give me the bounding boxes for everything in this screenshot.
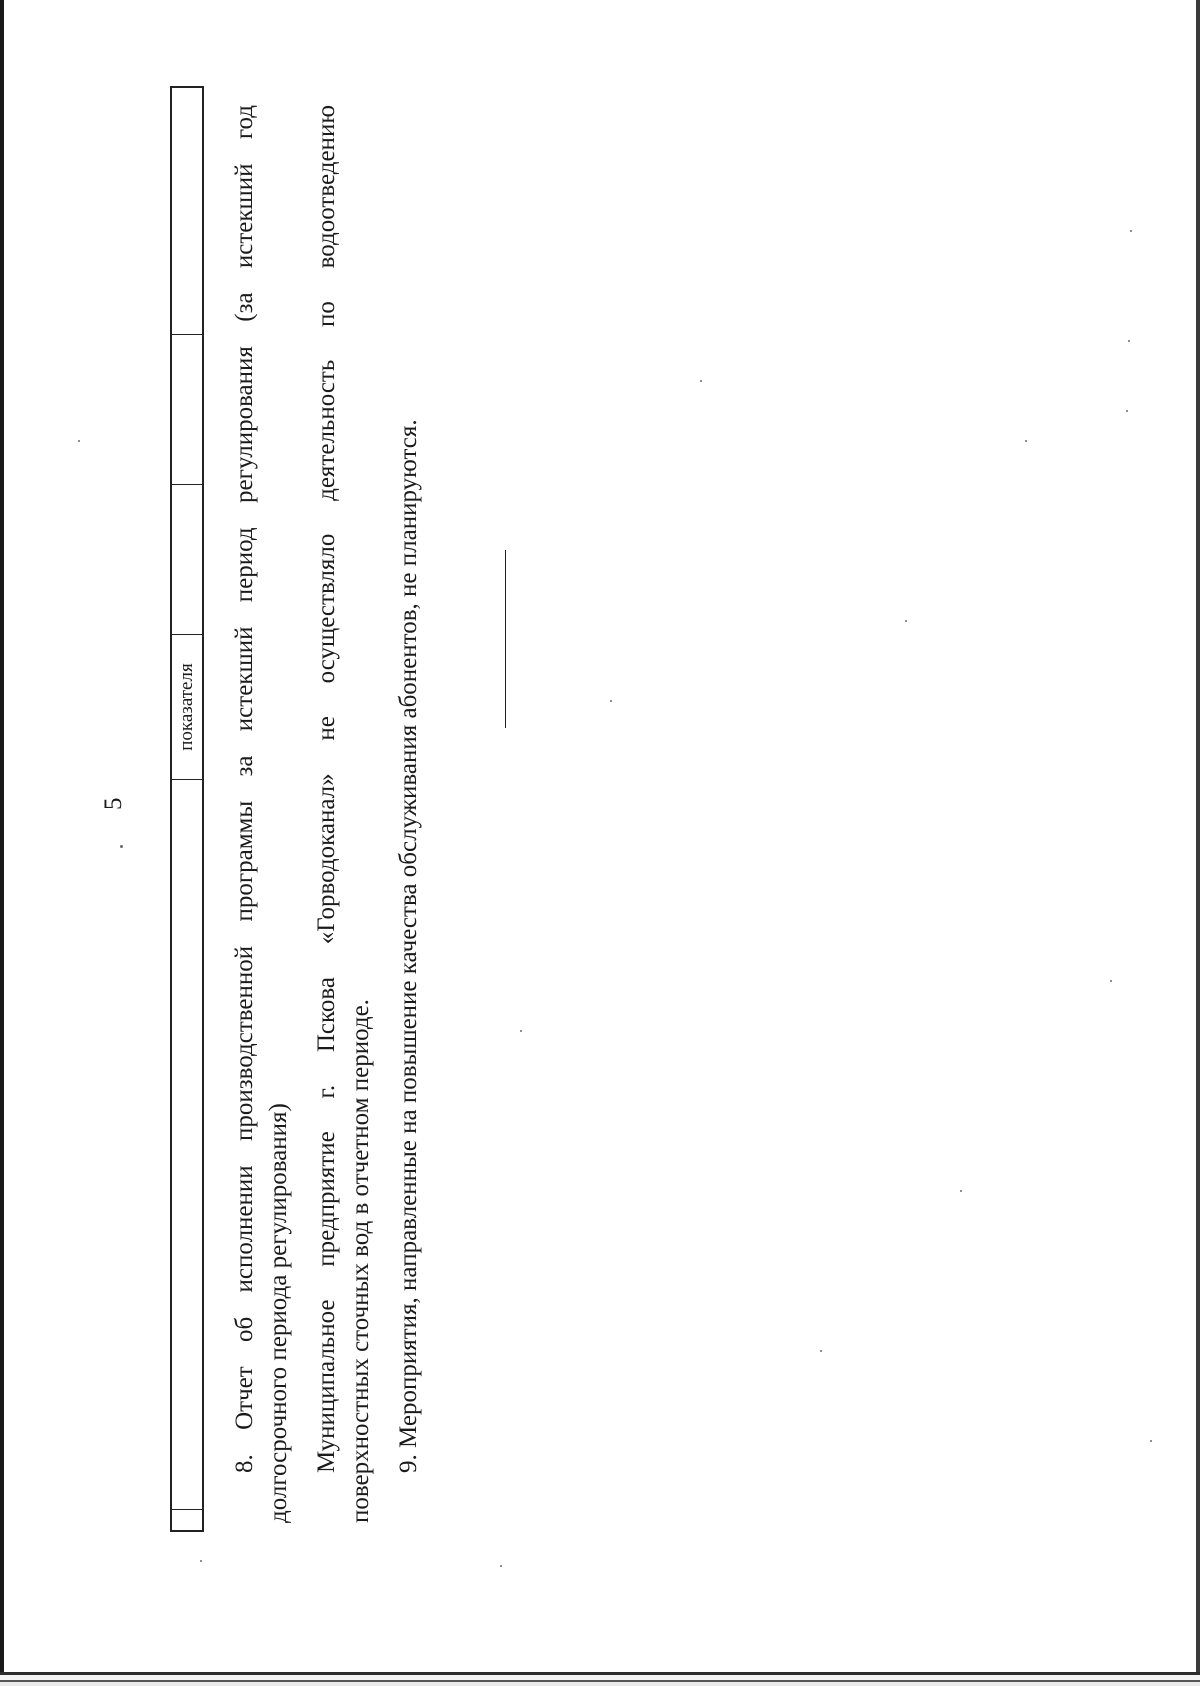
scan-speck [1110,980,1112,982]
scan-speck [905,620,907,622]
end-rule [505,550,506,728]
scan-edge-right [1196,0,1200,1686]
table-cell-text: показателя [176,663,197,751]
section8-body-line1: Муниципальное предприятие г. Пскова «Горводоканал» не осуществляло деятельность по водоотведению [313,105,340,1473]
table-cell [172,635,202,780]
scan-edge-bottom [0,1672,1200,1686]
table-cell [172,485,202,635]
section8-heading-line2: долгосрочного периода регулирования) [265,1103,292,1523]
section9-text: 9. Мероприятия, направленные на повышение качества обслуживания абонентов, не планируются. [395,419,422,1473]
section8-heading-line1: 8. Отчет об исполнении производственной программы за истекший период регулирования (за истекший год [231,105,258,1473]
scan-speck [1025,440,1027,442]
rotated-page-content [0,70,900,1570]
scan-speck [960,1190,962,1192]
table-cell [172,335,202,485]
section8-body-line2: поверхностных сточных вод в отчетном периоде. [347,999,374,1523]
table-cell [172,780,202,1510]
table-cell [172,185,202,335]
scan-speck [1128,340,1130,342]
scan-speck [1150,1440,1152,1442]
table-continuation [170,86,204,1532]
scan-speck [1126,410,1128,412]
page-number: 5 [100,797,127,810]
scan-speck [1130,230,1132,232]
